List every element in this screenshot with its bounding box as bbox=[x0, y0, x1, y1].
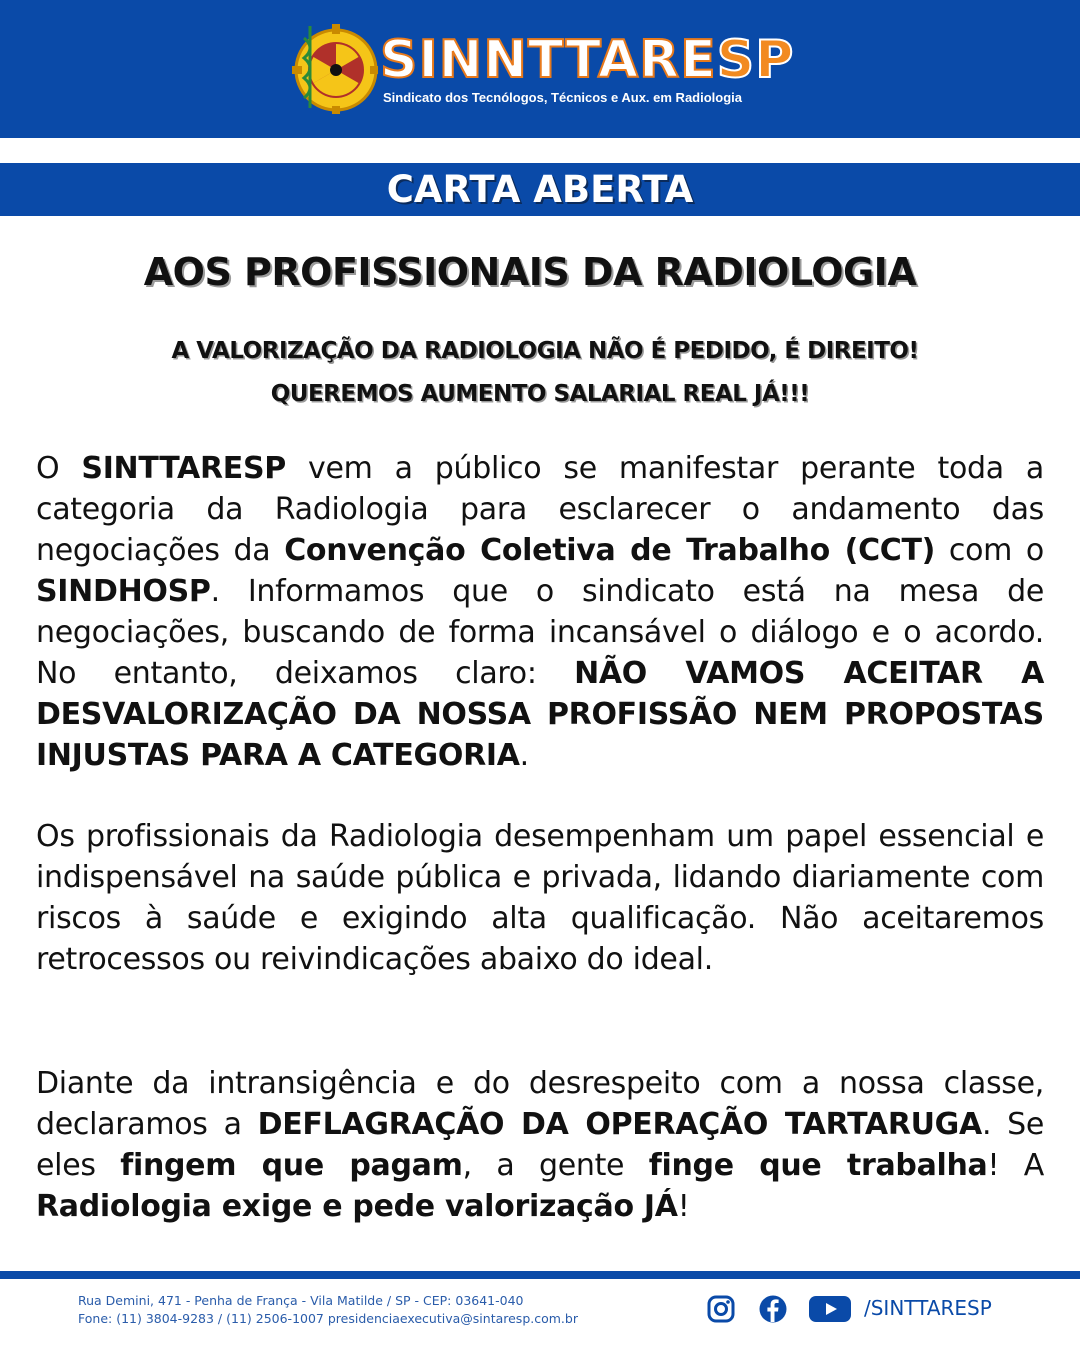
main-heading: AOS PROFISSIONAIS DA RADIOLOGIA bbox=[143, 250, 917, 294]
social-handle[interactable]: /SINTTARESP bbox=[864, 1296, 992, 1320]
footer-divider bbox=[0, 1271, 1080, 1279]
header-banner bbox=[0, 0, 1080, 138]
footer-contact: Fone: (11) 3804-9283 / (11) 2506-1007 presidenciaexecutiva@sintaresp.com.br bbox=[78, 1311, 578, 1326]
footer-address: Rua Demini, 471 - Penha de França - Vila Matilde / SP - CEP: 03641-040 bbox=[78, 1293, 524, 1308]
logo-subtitle: Sindicato dos Tecnólogos, Técnicos e Aux. em Radiologia bbox=[383, 90, 743, 105]
logo-name: SINNTTARESP bbox=[380, 30, 795, 90]
youtube-icon[interactable] bbox=[808, 1294, 852, 1324]
facebook-icon[interactable] bbox=[758, 1294, 788, 1324]
subheading-2: QUEREMOS AUMENTO SALARIAL REAL JÁ!!! bbox=[270, 381, 810, 407]
paragraph-intro: O SINTTARESP vem a público se manifestar perante toda a categoria da Radiologia para esclarecer o andamento das negociações da Convenção Coletiva de Trabalho (CCT) com o SINDHOSP. Informamos que o sindicato está na mesa de negociações, buscando de forma incansável o diálogo e o acordo. No entanto, deixamos claro: NÃO VAMOS ACEITAR A DESVALORIZAÇÃO DA NOSSA PROFISSÃO NEM PROPOSTAS INJUSTAS PARA A CATEGORIA. bbox=[36, 451, 1044, 773]
radiation-gear-emblem-icon bbox=[288, 18, 378, 114]
title-bar bbox=[0, 163, 1080, 216]
instagram-icon[interactable] bbox=[706, 1294, 736, 1324]
paragraph-role: Os profissionais da Radiologia desempenham um papel essencial e indispensável na saúde pública e privada, lidando diariamente com riscos à saúde e exigindo alta qualificação. Não aceitaremos retrocessos ou reivindicações abaixo do ideal. bbox=[36, 819, 1044, 977]
subheading-1: A VALORIZAÇÃO DA RADIOLOGIA NÃO É PEDIDO, É DIREITO! bbox=[171, 338, 919, 364]
page-title: CARTA ABERTA bbox=[386, 168, 694, 211]
paragraph-declaration: Diante da intransigência e do desrespeito com a nossa classe, declaramos a DEFLAGRAÇÃO DA OPERAÇÃO TARTARUGA. Se eles fingem que pagam, a gente finge que trabalha! A Radiologia exige e pede valorização JÁ! bbox=[36, 1066, 1045, 1224]
logo[interactable] bbox=[288, 18, 795, 118]
